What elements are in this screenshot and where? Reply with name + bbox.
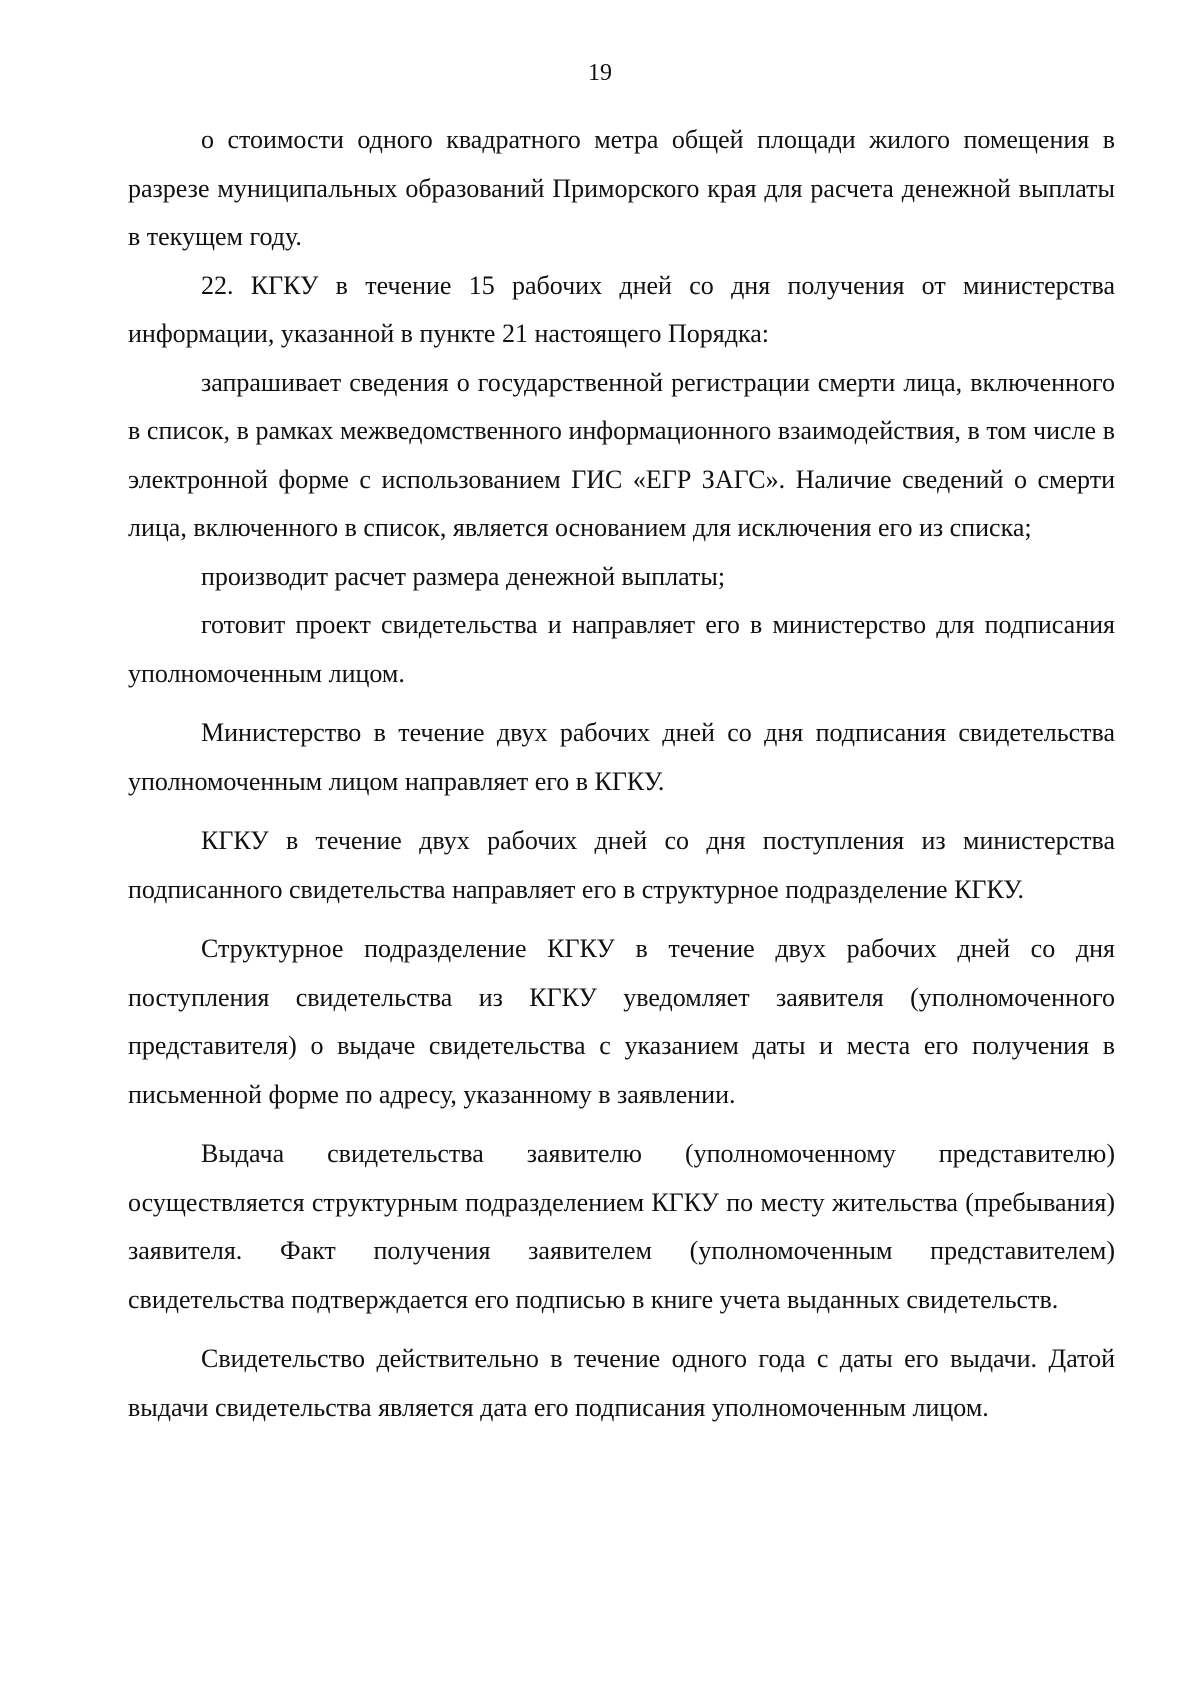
paragraph-certificate-validity: Свидетельство действительно в течение одного года с даты его выдачи. Датой выдачи свидетельства является дата его подписания уполномоченным лицом.: [128, 1344, 1115, 1422]
paragraph-housing-cost-info: о стоимости одного квадратного метра общей площади жилого помещения в разрезе муниципальных образований Приморского края для расчета денежной выплаты в текущем году.: [128, 125, 1115, 251]
paragraph-calculate-payment: производит расчет размера денежной выплаты;: [201, 561, 726, 591]
document-body: [128, 116, 1115, 1432]
paragraph-kgku-forwards-certificate: КГКУ в течение двух рабочих дней со дня поступления из министерства подписанного свидетельства направляет его в структурное подразделение КГКУ.: [128, 826, 1115, 904]
paragraph-ministry-sends-certificate: Министерство в течение двух рабочих дней со дня подписания свидетельства уполномоченным лицом направляет его в КГКУ.: [128, 718, 1115, 796]
paragraph-item-22: 22. КГКУ в течение 15 рабочих дней со дня получения от министерства информации, указанной в пункте 21 настоящего Порядка:: [128, 270, 1115, 348]
paragraph-request-death-registration: запрашивает сведения о государственной регистрации смерти лица, включенного в список, в рамках межведомственного информационного взаимодействия, в том числе в электронной форме с использованием ГИС «ЕГР ЗАГС». Наличие сведений о смерти лица, включенного в список, является основанием для исключения его из списка;: [128, 367, 1115, 542]
paragraph-prepare-certificate: готовит проект свидетельства и направляет его в министерство для подписания уполномоченным лицом.: [128, 610, 1115, 688]
paragraph-certificate-issuance: Выдача свидетельства заявителю (уполномоченному представителю) осуществляется структурным подразделением КГКУ по месту жительства (пребывания) заявителя. Факт получения заявителем (уполномоченным представителем) свидетельства подтверждается его подписью в книге учета выданных свидетельств.: [128, 1139, 1115, 1314]
page-number: 19: [588, 60, 612, 86]
paragraph-notify-applicant: Структурное подразделение КГКУ в течение двух рабочих дней со дня поступления свидетельства из КГКУ уведомляет заявителя (уполномоченного представителя) о выдаче свидетельства с указанием даты и места его получения в письменной форме по адресу, указанному в заявлении.: [128, 934, 1115, 1109]
